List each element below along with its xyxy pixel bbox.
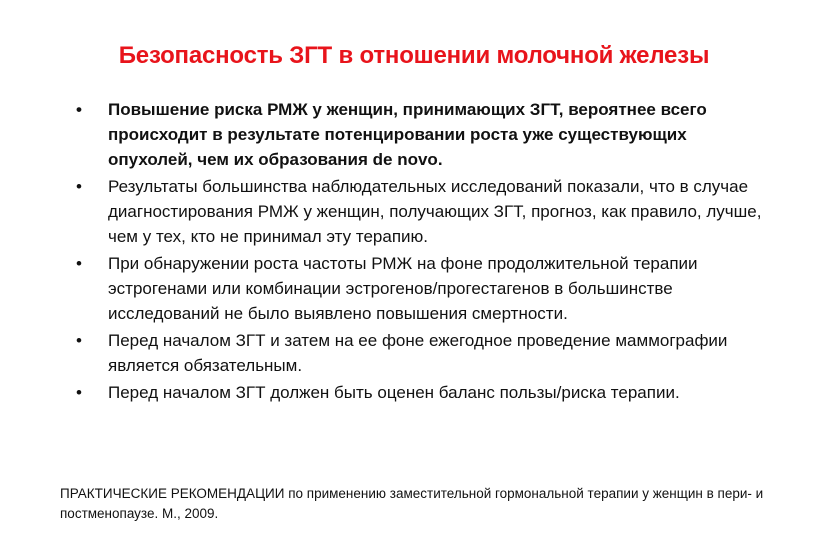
- slide-title: Безопасность ЗГТ в отношении молочной железы: [118, 42, 710, 69]
- bullet-dot: •: [76, 331, 82, 350]
- source-caps: ПРАКТИЧЕСКИЕ РЕКОМЕНДАЦИИ: [60, 486, 285, 501]
- bullet-item: [74, 251, 774, 326]
- bullet-dot: •: [76, 383, 82, 402]
- bullet-text: При обнаружении роста частоты РМЖ на фоне продолжительной терапии эстрогенами или комбинации эстрогенов/прогестагенов в большинстве исследований не было выявлено повышения смертности.: [108, 254, 698, 323]
- bullet-item: [74, 174, 774, 249]
- source-citation: [60, 484, 780, 524]
- bullet-dot: •: [76, 100, 82, 119]
- bullet-text: Повышение риска РМЖ у женщин, принимающих ЗГТ, вероятнее всего происходит в результате потенцировании роста уже существующих опухолей, чем их образования de novo.: [108, 100, 707, 169]
- bullet-dot: •: [76, 177, 82, 196]
- source-rest: по применению заместительной гормональной терапии у женщин в пери- и постменопаузе. М., 2009.: [60, 486, 764, 521]
- bullet-item: [74, 380, 774, 405]
- bullet-item: [74, 328, 774, 378]
- bullet-item: [74, 97, 774, 172]
- bullet-text: Результаты большинства наблюдательных исследований показали, что в случае диагностирования РМЖ у женщин, получающих ЗГТ, прогноз, как правило, лучше, чем у тех, кто не принимал эту терапию.: [108, 177, 762, 246]
- bullet-list: [74, 97, 774, 406]
- bullet-text: Перед началом ЗГТ должен быть оценен баланс пользы/риска терапии.: [108, 383, 680, 402]
- bullet-text: Перед началом ЗГТ и затем на ее фоне ежегодное проведение маммографии является обязательным.: [108, 331, 728, 375]
- bullet-dot: •: [76, 254, 82, 273]
